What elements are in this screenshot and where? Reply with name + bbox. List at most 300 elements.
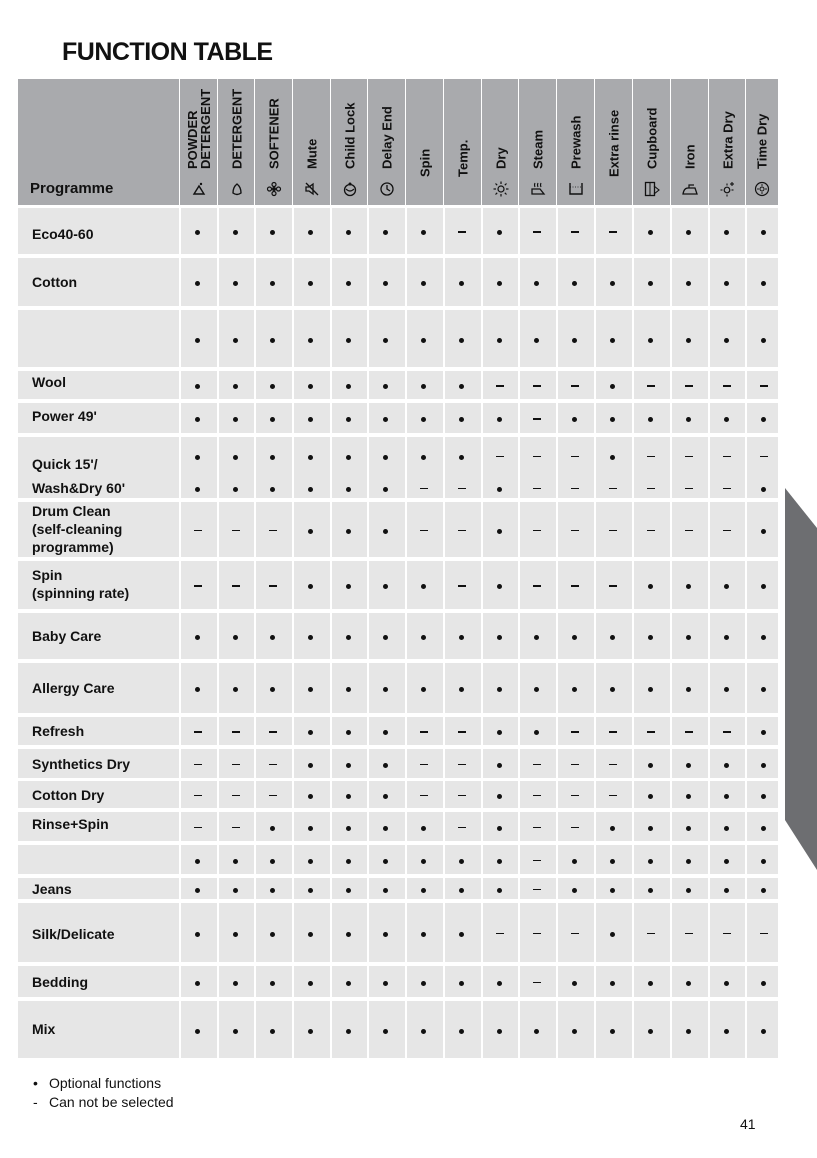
child-lock-icon bbox=[342, 181, 358, 197]
dot-mark bbox=[346, 888, 351, 893]
dot-mark bbox=[270, 687, 275, 692]
cell-optional bbox=[179, 275, 216, 289]
dot-mark bbox=[270, 230, 275, 235]
cell-optional bbox=[330, 449, 367, 463]
dash-mark bbox=[458, 764, 466, 766]
dot-mark bbox=[686, 1029, 691, 1034]
dash-mark bbox=[571, 731, 579, 733]
dash-mark bbox=[760, 933, 768, 935]
dash-mark bbox=[533, 889, 541, 891]
dot-mark bbox=[761, 529, 766, 534]
cell-not-selectable bbox=[708, 378, 745, 392]
cell-optional bbox=[556, 629, 593, 643]
cell-optional bbox=[745, 1023, 782, 1037]
cell-optional bbox=[518, 275, 555, 289]
programme-label: Cotton bbox=[32, 274, 78, 290]
dot-mark bbox=[346, 763, 351, 768]
cell-optional bbox=[745, 757, 782, 771]
dot-mark bbox=[497, 338, 502, 343]
dot-mark bbox=[572, 417, 577, 422]
dash-mark bbox=[723, 488, 731, 490]
dot-mark bbox=[383, 635, 388, 640]
dot-mark bbox=[383, 338, 388, 343]
cell-optional bbox=[670, 853, 707, 867]
dot-mark bbox=[308, 281, 313, 286]
cell-optional bbox=[632, 820, 669, 834]
dot-mark bbox=[383, 455, 388, 460]
dot-mark bbox=[233, 687, 238, 692]
dot-mark bbox=[421, 455, 426, 460]
dot-mark bbox=[421, 635, 426, 640]
cell-not-selectable bbox=[443, 757, 480, 771]
dot-mark bbox=[686, 763, 691, 768]
dot-mark bbox=[572, 687, 577, 692]
dash-mark bbox=[194, 585, 202, 587]
dot-mark bbox=[383, 730, 388, 735]
cell-optional bbox=[292, 926, 329, 940]
cell-optional bbox=[367, 378, 404, 392]
dash-mark bbox=[571, 764, 579, 766]
cell-optional bbox=[632, 578, 669, 592]
dot-mark bbox=[610, 826, 615, 831]
cell-optional bbox=[405, 975, 442, 989]
dot-mark bbox=[383, 584, 388, 589]
column-header-line: Temp. bbox=[455, 139, 470, 177]
dot-mark bbox=[421, 981, 426, 986]
dot-mark bbox=[383, 529, 388, 534]
cell-not-selectable bbox=[217, 578, 254, 592]
dot-mark bbox=[761, 584, 766, 589]
dot-mark bbox=[459, 455, 464, 460]
column-header-label bbox=[569, 116, 582, 169]
cell-optional bbox=[217, 224, 254, 238]
cell-not-selectable bbox=[556, 449, 593, 463]
cell-not-selectable bbox=[556, 820, 593, 834]
column-header-line: POWDER bbox=[184, 110, 200, 169]
dash-mark bbox=[269, 764, 277, 766]
dot-mark bbox=[195, 455, 200, 460]
dot-mark bbox=[195, 932, 200, 937]
dot-mark bbox=[459, 981, 464, 986]
cell-optional bbox=[594, 411, 631, 425]
dash-mark bbox=[647, 530, 655, 532]
dot-mark bbox=[308, 635, 313, 640]
cell-optional bbox=[708, 224, 745, 238]
cell-optional bbox=[745, 975, 782, 989]
dot-mark bbox=[724, 635, 729, 640]
cell-optional bbox=[708, 757, 745, 771]
cell-not-selectable bbox=[708, 449, 745, 463]
programme-label: Jeans bbox=[32, 881, 72, 897]
cell-optional bbox=[481, 224, 518, 238]
dot-mark bbox=[383, 981, 388, 986]
cell-not-selectable bbox=[518, 853, 555, 867]
dash-mark bbox=[685, 385, 693, 387]
cell-optional bbox=[481, 820, 518, 834]
dot-mark bbox=[308, 529, 313, 534]
dash-mark bbox=[458, 530, 466, 532]
cell-not-selectable bbox=[518, 224, 555, 238]
dash-mark bbox=[232, 827, 240, 829]
cell-optional bbox=[217, 275, 254, 289]
cell-optional bbox=[179, 224, 216, 238]
cell-not-selectable bbox=[481, 926, 518, 940]
dot-mark bbox=[308, 981, 313, 986]
dot-mark bbox=[233, 981, 238, 986]
dot-mark bbox=[497, 826, 502, 831]
dot-mark bbox=[270, 635, 275, 640]
programme-label: Allergy Care bbox=[32, 680, 115, 696]
cell-not-selectable bbox=[254, 578, 291, 592]
dot-mark bbox=[346, 1029, 351, 1034]
cell-not-selectable bbox=[217, 820, 254, 834]
dot-mark bbox=[233, 230, 238, 235]
cell-optional bbox=[632, 1023, 669, 1037]
cell-optional bbox=[518, 681, 555, 695]
cell-optional bbox=[367, 224, 404, 238]
dash-mark bbox=[420, 764, 428, 766]
cell-optional bbox=[670, 411, 707, 425]
cell-not-selectable bbox=[556, 788, 593, 802]
dash-mark bbox=[609, 231, 617, 233]
dash-mark bbox=[609, 585, 617, 587]
dot-mark bbox=[459, 932, 464, 937]
column-header-label bbox=[305, 139, 318, 169]
dot-mark bbox=[497, 487, 502, 492]
column-header-label bbox=[494, 147, 507, 169]
dot-mark bbox=[534, 1029, 539, 1034]
dot-mark bbox=[346, 417, 351, 422]
cell-optional bbox=[292, 629, 329, 643]
cupboard-icon bbox=[644, 181, 660, 197]
dot-mark bbox=[648, 635, 653, 640]
dot-mark bbox=[459, 859, 464, 864]
dash-mark bbox=[571, 231, 579, 233]
cell-optional bbox=[670, 757, 707, 771]
dot-mark bbox=[459, 417, 464, 422]
cell-optional bbox=[254, 882, 291, 896]
extra-dry-icon bbox=[720, 181, 736, 197]
dot-mark bbox=[761, 687, 766, 692]
cell-not-selectable bbox=[708, 926, 745, 940]
dot-mark bbox=[648, 981, 653, 986]
cell-not-selectable bbox=[518, 449, 555, 463]
dot-mark bbox=[724, 230, 729, 235]
clock-icon bbox=[379, 181, 395, 197]
cell-optional bbox=[330, 926, 367, 940]
dot-mark bbox=[383, 230, 388, 235]
dot-mark bbox=[724, 687, 729, 692]
cell-not-selectable bbox=[518, 975, 555, 989]
cell-optional bbox=[632, 757, 669, 771]
cell-not-selectable bbox=[179, 523, 216, 537]
dot-mark bbox=[308, 888, 313, 893]
cell-optional bbox=[330, 378, 367, 392]
cell-not-selectable bbox=[443, 820, 480, 834]
cell-not-selectable bbox=[745, 449, 782, 463]
cell-optional bbox=[556, 975, 593, 989]
cell-optional bbox=[670, 788, 707, 802]
dot-mark bbox=[421, 417, 426, 422]
cell-optional bbox=[367, 926, 404, 940]
cell-optional bbox=[292, 820, 329, 834]
dash-mark bbox=[647, 456, 655, 458]
dot-mark bbox=[459, 338, 464, 343]
cell-optional bbox=[405, 926, 442, 940]
cell-optional bbox=[745, 224, 782, 238]
column-header-delay-end bbox=[367, 79, 405, 205]
iron-icon bbox=[682, 181, 698, 197]
cell-not-selectable bbox=[670, 481, 707, 495]
cell-optional bbox=[632, 332, 669, 346]
dot-mark bbox=[346, 859, 351, 864]
page-title: FUNCTION TABLE bbox=[62, 38, 273, 66]
dot-mark bbox=[195, 687, 200, 692]
cell-optional bbox=[594, 681, 631, 695]
dot-mark bbox=[648, 417, 653, 422]
cell-optional bbox=[217, 411, 254, 425]
dash-mark bbox=[533, 456, 541, 458]
cell-not-selectable bbox=[179, 757, 216, 771]
cell-optional bbox=[594, 629, 631, 643]
dot-mark bbox=[761, 417, 766, 422]
dot-mark bbox=[346, 932, 351, 937]
cell-optional bbox=[481, 975, 518, 989]
cell-not-selectable bbox=[632, 378, 669, 392]
dot-mark bbox=[195, 859, 200, 864]
cell-optional bbox=[481, 788, 518, 802]
programme-header bbox=[18, 79, 179, 205]
cell-optional bbox=[745, 411, 782, 425]
dot-mark bbox=[270, 338, 275, 343]
dash-mark bbox=[420, 530, 428, 532]
cell-optional bbox=[481, 275, 518, 289]
cell-optional bbox=[367, 275, 404, 289]
column-header-mute bbox=[292, 79, 330, 205]
cell-optional bbox=[670, 681, 707, 695]
dash-mark bbox=[609, 731, 617, 733]
dot-mark bbox=[534, 730, 539, 735]
mute-icon bbox=[304, 181, 320, 197]
column-header-line: Steam bbox=[530, 129, 545, 169]
cell-optional bbox=[179, 882, 216, 896]
cell-optional bbox=[405, 681, 442, 695]
dot-mark bbox=[497, 730, 502, 735]
cell-optional bbox=[556, 882, 593, 896]
cell-not-selectable bbox=[405, 481, 442, 495]
cell-optional bbox=[708, 275, 745, 289]
cell-optional bbox=[330, 820, 367, 834]
cell-not-selectable bbox=[443, 481, 480, 495]
dash-mark bbox=[458, 488, 466, 490]
dot-mark bbox=[233, 384, 238, 389]
dot-mark bbox=[270, 826, 275, 831]
cell-not-selectable bbox=[670, 523, 707, 537]
cell-not-selectable bbox=[443, 724, 480, 738]
column-header-prewash bbox=[556, 79, 594, 205]
cell-optional bbox=[708, 882, 745, 896]
cell-optional bbox=[481, 757, 518, 771]
dash-mark bbox=[533, 982, 541, 984]
cell-optional bbox=[405, 1023, 442, 1037]
legend-symbol: • bbox=[33, 1075, 38, 1091]
cell-not-selectable bbox=[518, 411, 555, 425]
sun-icon bbox=[493, 181, 509, 197]
cell-optional bbox=[292, 411, 329, 425]
dot-mark bbox=[195, 230, 200, 235]
dot-mark bbox=[346, 455, 351, 460]
cell-optional bbox=[632, 788, 669, 802]
column-header-line: Mute bbox=[304, 138, 319, 169]
dot-mark bbox=[497, 230, 502, 235]
dot-mark bbox=[724, 981, 729, 986]
dot-mark bbox=[648, 281, 653, 286]
page-number: 41 bbox=[740, 1116, 756, 1132]
column-header-label bbox=[645, 108, 658, 169]
dot-mark bbox=[383, 932, 388, 937]
cell-optional bbox=[367, 629, 404, 643]
dot-mark bbox=[497, 584, 502, 589]
cell-not-selectable bbox=[556, 378, 593, 392]
dot-mark bbox=[497, 281, 502, 286]
dot-mark bbox=[346, 826, 351, 831]
cell-optional bbox=[405, 332, 442, 346]
dot-mark bbox=[459, 1029, 464, 1034]
cell-not-selectable bbox=[670, 378, 707, 392]
cell-not-selectable bbox=[632, 523, 669, 537]
dot-mark bbox=[497, 529, 502, 534]
cell-optional bbox=[330, 724, 367, 738]
cell-not-selectable bbox=[632, 724, 669, 738]
dot-mark bbox=[270, 384, 275, 389]
column-header-line: DETERGENT bbox=[229, 88, 244, 169]
dash-mark bbox=[647, 933, 655, 935]
cell-optional bbox=[632, 275, 669, 289]
cell-optional bbox=[594, 378, 631, 392]
cell-not-selectable bbox=[518, 578, 555, 592]
cell-optional bbox=[292, 853, 329, 867]
column-header-dry bbox=[481, 79, 519, 205]
dot-mark bbox=[761, 230, 766, 235]
cell-not-selectable bbox=[254, 788, 291, 802]
programme-label: Eco40-60 bbox=[32, 226, 94, 242]
programme-label: Spin (spinning rate) bbox=[32, 567, 130, 601]
cell-optional bbox=[518, 724, 555, 738]
cell-optional bbox=[481, 578, 518, 592]
prewash-icon bbox=[568, 181, 584, 197]
cell-not-selectable bbox=[594, 523, 631, 537]
dot-mark bbox=[724, 794, 729, 799]
cell-optional bbox=[217, 481, 254, 495]
cell-optional bbox=[708, 681, 745, 695]
dash-mark bbox=[496, 933, 504, 935]
dash-mark bbox=[647, 731, 655, 733]
dot-mark bbox=[724, 584, 729, 589]
dot-mark bbox=[610, 384, 615, 389]
dot-mark bbox=[572, 981, 577, 986]
cell-optional bbox=[708, 788, 745, 802]
column-header-line: Spin bbox=[417, 148, 432, 177]
cell-optional bbox=[481, 332, 518, 346]
cell-not-selectable bbox=[443, 523, 480, 537]
dot-mark bbox=[421, 384, 426, 389]
cell-optional bbox=[443, 853, 480, 867]
cell-optional bbox=[405, 449, 442, 463]
cell-optional bbox=[292, 975, 329, 989]
cell-not-selectable bbox=[254, 724, 291, 738]
cell-optional bbox=[254, 820, 291, 834]
column-header-line: Child Lock bbox=[342, 102, 357, 169]
cell-optional bbox=[405, 578, 442, 592]
dot-mark bbox=[346, 584, 351, 589]
dot-mark bbox=[233, 932, 238, 937]
side-tab bbox=[785, 488, 817, 870]
cell-optional bbox=[217, 926, 254, 940]
cell-not-selectable bbox=[708, 724, 745, 738]
cell-not-selectable bbox=[443, 578, 480, 592]
cell-optional bbox=[217, 882, 254, 896]
cell-not-selectable bbox=[217, 523, 254, 537]
dot-mark bbox=[686, 281, 691, 286]
dash-mark bbox=[533, 827, 541, 829]
cell-optional bbox=[481, 1023, 518, 1037]
cell-optional bbox=[367, 724, 404, 738]
cell-optional bbox=[745, 578, 782, 592]
cell-optional bbox=[443, 975, 480, 989]
cell-optional bbox=[330, 788, 367, 802]
cell-not-selectable bbox=[254, 523, 291, 537]
dash-mark bbox=[458, 231, 466, 233]
dot-mark bbox=[761, 981, 766, 986]
programme-label: Wash&Dry 60' bbox=[32, 479, 126, 496]
column-header-extra-rinse bbox=[594, 79, 632, 205]
dash-mark bbox=[420, 731, 428, 733]
dot-mark bbox=[610, 932, 615, 937]
dot-mark bbox=[383, 794, 388, 799]
cell-optional bbox=[481, 882, 518, 896]
cell-optional bbox=[481, 724, 518, 738]
dot-mark bbox=[648, 888, 653, 893]
cell-optional bbox=[217, 378, 254, 392]
dot-mark bbox=[195, 487, 200, 492]
dot-mark bbox=[308, 584, 313, 589]
dash-mark bbox=[533, 231, 541, 233]
cell-optional bbox=[670, 332, 707, 346]
cell-not-selectable bbox=[556, 926, 593, 940]
cell-optional bbox=[443, 681, 480, 695]
cell-not-selectable bbox=[632, 926, 669, 940]
cell-optional bbox=[745, 481, 782, 495]
cell-optional bbox=[405, 275, 442, 289]
cell-not-selectable bbox=[670, 724, 707, 738]
dash-mark bbox=[723, 530, 731, 532]
dash-mark bbox=[458, 827, 466, 829]
cell-optional bbox=[594, 975, 631, 989]
cell-optional bbox=[405, 853, 442, 867]
cell-optional bbox=[594, 275, 631, 289]
dash-mark bbox=[194, 764, 202, 766]
dash-mark bbox=[420, 488, 428, 490]
cell-optional bbox=[632, 882, 669, 896]
dash-mark bbox=[685, 488, 693, 490]
cell-optional bbox=[330, 882, 367, 896]
cell-optional bbox=[179, 926, 216, 940]
cell-optional bbox=[745, 788, 782, 802]
column-header-label bbox=[267, 98, 280, 169]
dash-mark bbox=[496, 456, 504, 458]
cell-optional bbox=[367, 975, 404, 989]
dot-mark bbox=[308, 730, 313, 735]
